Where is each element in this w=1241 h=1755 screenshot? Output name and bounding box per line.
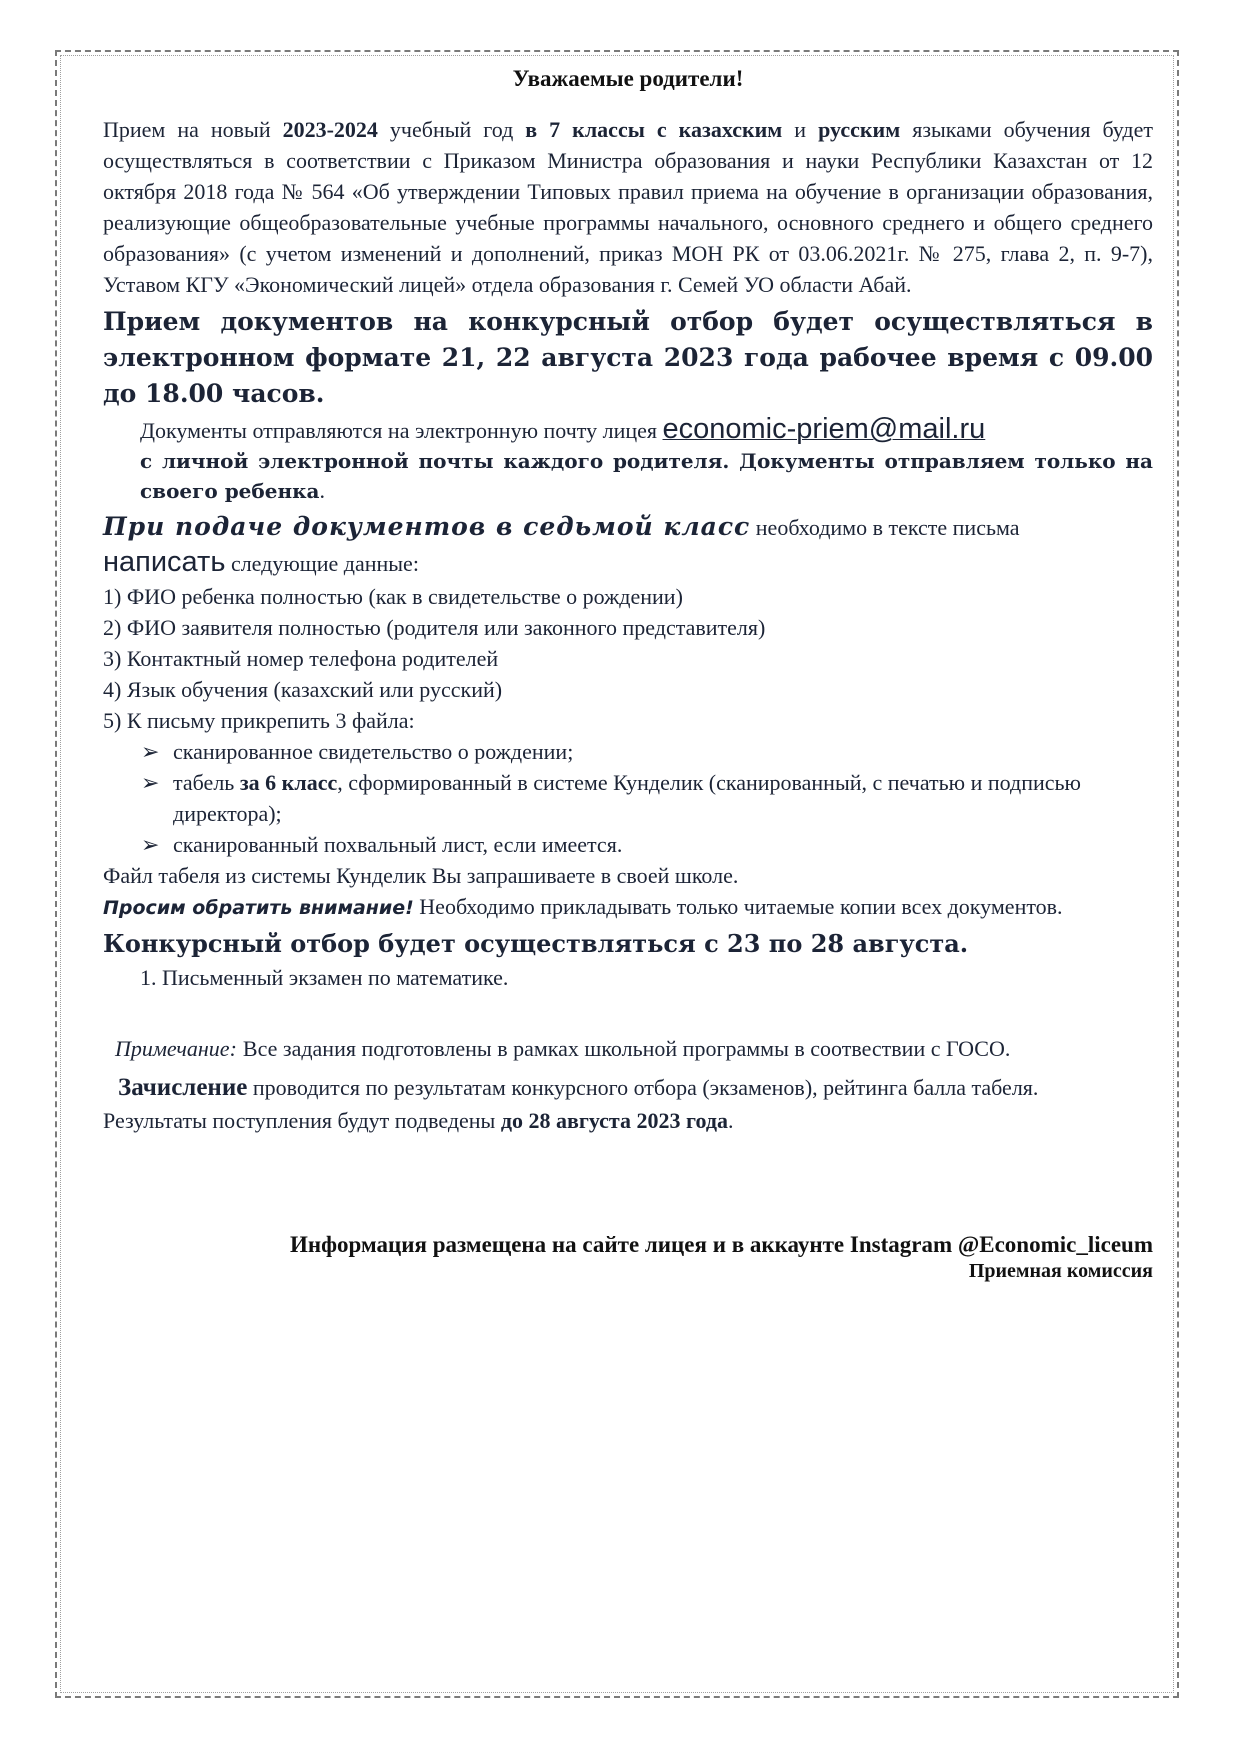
remark-paragraph: Примечание: Все задания подготовлены в рамках школьной программы в соотвествии с ГОСО. [115,1036,1011,1061]
attachment-item: ➢ сканированный похвальный лист, если имеется. [141,829,1153,860]
list-item: 2) ФИО заявителя полностью (родителя или законного представителя) [103,615,766,640]
attachment-item: ➢ сканированное свидетельство о рождении; [141,736,1153,767]
reception-notice: Прием документов на конкурсный отбор будет осуществляться в электронном формате 21, 22 августа 2023 года рабочее время с 09.00 до 18.00 часов. [103,307,1153,408]
arrow-bullet-icon: ➢ [141,832,160,857]
attachments-list [141,736,1153,860]
remark-label: Примечание [115,1036,230,1061]
list-item: 5) К письму прикрепить 3 файла: [103,708,415,733]
enrollment-paragraph: Зачисление проводится по результатам конкурсного отбора (экзаменов), рейтинга балла табеля. [118,1074,1039,1101]
academic-year: 2023-2024 [282,117,378,142]
results-paragraph: Результаты поступления будут подведены до 28 августа 2023 года. [103,1108,734,1133]
attachment-item: ➢ табель за 6 класс, сформированный в системе Кунделик (сканированный, с печатью и подписью директора); [141,767,1153,829]
list-item: 1) ФИО ребенка полностью (как в свидетельстве о рождении) [103,584,683,609]
list-item: 3) Контактный номер телефона родителей [103,646,499,671]
tabel-file-note: Файл табеля из системы Кунделик Вы запрашиваете в своей школе. [103,863,739,888]
list-item: 4) Язык обучения (казахский или русский) [103,677,503,702]
signature-committee: Приемная комиссия [968,1260,1153,1282]
enrollment-heading: Зачисление [118,1074,248,1101]
document-body [103,60,1153,1283]
attention-paragraph: Просим обратить внимание! Необходимо прикладывать только читаемые копии всех документов. [103,894,1063,919]
intro-paragraph: Прием на новый 2023-2024 учебный год в 7 классы с казахским и русским языками обучения будет осуществляться в соответствии с Приказом Министра образования и науки Республики Казахстан от 12 октября 2018 года № 564 «Об утверждении Типовых правил приема на обучение в организации образования, реализующие общеобразовательные учебные программы начального, основного среднего и общего среднего образования» (с учетом изменений и дополнений, приказ МОН РК от 03.06.2021г. № 275, глава 2, п. 9-7), Уставом КГУ «Экономический лицей» отдела образования г. Семей УО области Абай. [103,117,1153,297]
required-data-list [103,581,1153,736]
results-date: до 28 августа 2023 года [500,1108,728,1133]
submission-heading: При подаче документов в седьмой класс [103,512,751,541]
exam-item: 1. Письменный экзамен по математике. [140,965,509,990]
contest-dates: Конкурсный отбор будет осуществляться с 23 по 28 августа. [103,929,969,958]
arrow-bullet-icon: ➢ [141,770,160,795]
documents-paragraph: Документы отправляются на электронную почту лицея economic-priem@mail.ru с личной электронной почты каждого родителя. Документы отправляем только на своего ребенка. [140,413,1153,503]
document-title: Уважаемые родители! [512,66,744,91]
classes-kazakh: в 7 классы с казахским [525,117,783,142]
email-link[interactable]: economic-priem@mail.ru [662,413,986,445]
submission-paragraph: При подаче документов в седьмой класс необходимо в тексте письма написать следующие данные: [103,512,1020,578]
arrow-bullet-icon: ➢ [141,739,160,764]
documents-own-email-notice: с личной электронной почты каждого родителя. Документы отправляем только на своего ребенка [140,449,1153,503]
attention-heading: Просим обратить внимание! [103,897,414,919]
classes-russian: русским [818,117,901,142]
info-footer: Информация размещена на сайте лицея и в аккаунте Instagram @Economic_liceum [289,1232,1153,1257]
